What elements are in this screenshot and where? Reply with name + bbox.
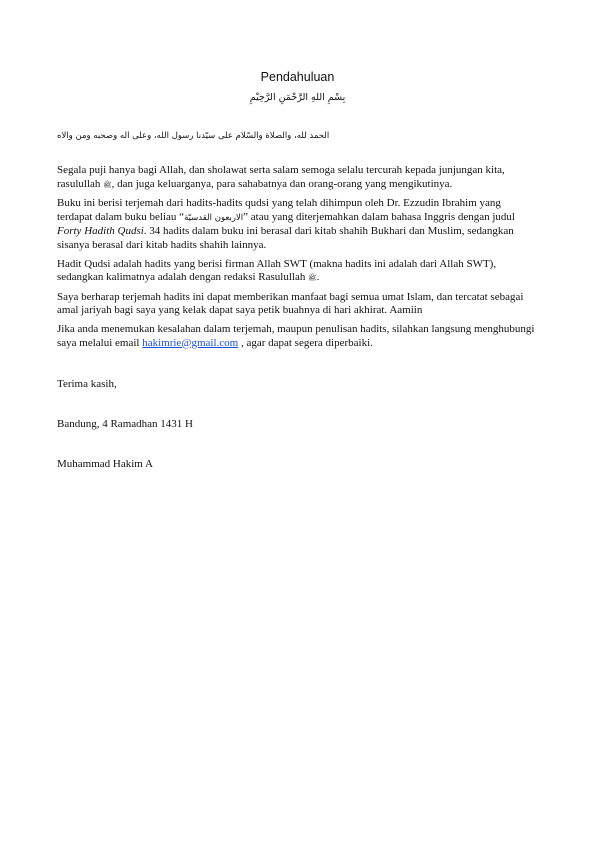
author-name: Muhammad Hakim A [57,458,153,470]
book-title: Forty Hadith Qudsi [57,225,144,238]
thanks-line: Terima kasih, [57,378,117,390]
paragraph-3: Hadit Qudsi adalah hadits yang berisi firman Allah SWT (makna hadits ini adalah dari Allah SWT), sedangkan kalimatnya adalah dengan redaksi Rasulullah ﷺ. [57,257,497,284]
saw-symbol: ﷺ [308,274,317,283]
paragraph-2: Buku ini berisi terjemah dari hadits-hadits qudsi yang telah dihimpun oleh Dr. Ezzudin Ibrahim yang terdapat dalam buku beliau “الاربعون القدسيّة” atau yang diterjemahkan dalam bahasa Inggris dengan judul Forty Hadith Qudsi. 34 hadits dalam buku ini berasal dari kitab shahih Bukhari dan Muslim, sedangkan sisanya berasal dari kitab hadits shahih lainnya. [57,197,515,251]
arabic-book-title: الاربعون القدسيّة [184,212,244,223]
basmala: بِسْمِ اللهِ الرَّحْمَنِ الرَّحِيْمِ [249,92,346,103]
paragraph-1: Segala puji hanya bagi Allah, dan sholawat serta salam semoga selalu tercurah kepada junjungan kita, rasulullah ﷺ, dan juga keluarganya, para sahabatnya dan orang-orang yang mengikutinya. [57,164,505,190]
body-text [57,164,537,355]
paragraph-5: Jika anda menemukan kesalahan dalam terjemah, maupun penulisan hadits, silahkan langsung menghubungi saya melalui email hakimrie@gmail.com , agar dapat segera diperbaiki. [57,322,535,349]
paragraph-4: Saya berharap terjemah hadits ini dapat memberikan manfaat bagi semua umat Islam, dan tercatat sebagai amal jariyah bagi saya yang kelak dapat saya petik buahnya di hari akhirat. Aamiin [57,290,524,317]
place-date: Bandung, 4 Ramadhan 1431 H [57,418,193,430]
page-title: Pendahuluan [260,70,335,84]
email-link[interactable]: hakimrie@gmail.com [142,336,239,349]
opening-arabic: الحمد لله، والصلاة والسّلام على سيّدنا رسول الله، وعلى اله وصحبه ومن والاه [57,131,330,141]
saw-symbol: ﷺ [103,180,112,189]
